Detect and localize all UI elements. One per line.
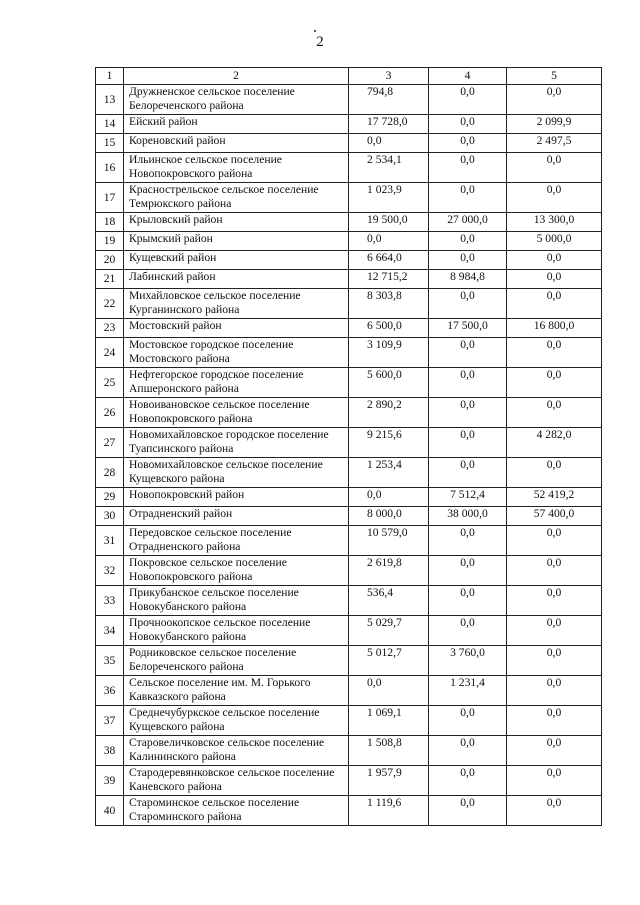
row-col-4: 0,0 — [429, 796, 507, 826]
row-number: 33 — [96, 586, 124, 616]
row-name: Новоивановское сельское поселение Новопокровского района — [124, 398, 349, 428]
row-name: Кущевский район — [124, 251, 349, 270]
row-name: Мостовское городское поселение Мостовского района — [124, 338, 349, 368]
row-number: 24 — [96, 338, 124, 368]
row-col-5: 57 400,0 — [507, 507, 602, 526]
header-col-3: 3 — [349, 68, 429, 85]
row-col-3: 10 579,0 — [349, 526, 429, 556]
row-number: 35 — [96, 646, 124, 676]
table-row — [96, 428, 602, 458]
row-number: 20 — [96, 251, 124, 270]
row-col-3: 1 119,6 — [349, 796, 429, 826]
row-name: Мостовский район — [124, 319, 349, 338]
row-col-4: 0,0 — [429, 115, 507, 134]
row-col-5: 0,0 — [507, 616, 602, 646]
row-name: Кореновский район — [124, 134, 349, 153]
row-col-3: 0,0 — [349, 232, 429, 251]
table-row — [96, 338, 602, 368]
row-name: Прочноокопское сельское поселение Новокубанского района — [124, 616, 349, 646]
row-number: 13 — [96, 85, 124, 115]
row-col-3: 12 715,2 — [349, 270, 429, 289]
row-col-3: 0,0 — [349, 488, 429, 507]
row-name: Родниковское сельское поселение Белореченского района — [124, 646, 349, 676]
row-col-5: 0,0 — [507, 796, 602, 826]
row-col-3: 1 957,9 — [349, 766, 429, 796]
row-col-3: 5 029,7 — [349, 616, 429, 646]
row-col-5: 0,0 — [507, 736, 602, 766]
row-col-3: 9 215,6 — [349, 428, 429, 458]
row-number: 14 — [96, 115, 124, 134]
row-name: Старовеличковское сельское поселение Калининского района — [124, 736, 349, 766]
page-number: 2 — [316, 34, 324, 50]
table-row — [96, 676, 602, 706]
row-col-3: 6 500,0 — [349, 319, 429, 338]
row-col-4: 8 984,8 — [429, 270, 507, 289]
row-col-3: 536,4 — [349, 586, 429, 616]
row-col-4: 0,0 — [429, 232, 507, 251]
table-row — [96, 556, 602, 586]
row-col-3: 0,0 — [349, 676, 429, 706]
row-number: 38 — [96, 736, 124, 766]
row-name: Среднечубуркское сельское поселение Кущевского района — [124, 706, 349, 736]
table-row — [96, 270, 602, 289]
row-number: 37 — [96, 706, 124, 736]
header-col-1: 1 — [96, 68, 124, 85]
row-col-3: 19 500,0 — [349, 213, 429, 232]
scan-speck — [314, 30, 316, 32]
table-row — [96, 153, 602, 183]
header-row — [96, 68, 602, 85]
table-body — [96, 85, 602, 826]
row-col-4: 0,0 — [429, 428, 507, 458]
row-name: Крымский район — [124, 232, 349, 251]
row-name: Сельское поселение им. М. Горького Кавказского района — [124, 676, 349, 706]
row-col-4: 0,0 — [429, 183, 507, 213]
row-col-3: 1 508,8 — [349, 736, 429, 766]
row-col-5: 0,0 — [507, 586, 602, 616]
row-col-4: 0,0 — [429, 368, 507, 398]
row-number: 25 — [96, 368, 124, 398]
row-col-5: 0,0 — [507, 706, 602, 736]
table-row — [96, 488, 602, 507]
row-col-4: 0,0 — [429, 134, 507, 153]
row-col-5: 0,0 — [507, 338, 602, 368]
row-col-3: 8 303,8 — [349, 289, 429, 319]
row-name: Покровское сельское поселение Новопокровского района — [124, 556, 349, 586]
table-row — [96, 586, 602, 616]
row-number: 21 — [96, 270, 124, 289]
row-col-4: 0,0 — [429, 706, 507, 736]
row-number: 26 — [96, 398, 124, 428]
row-number: 32 — [96, 556, 124, 586]
row-col-5: 0,0 — [507, 676, 602, 706]
row-col-5: 0,0 — [507, 368, 602, 398]
header-col-2: 2 — [124, 68, 349, 85]
row-number: 31 — [96, 526, 124, 556]
table-row — [96, 736, 602, 766]
row-col-4: 0,0 — [429, 398, 507, 428]
row-col-5: 0,0 — [507, 646, 602, 676]
row-col-3: 5 012,7 — [349, 646, 429, 676]
row-name: Ильинское сельское поселение Новопокровского района — [124, 153, 349, 183]
row-number: 30 — [96, 507, 124, 526]
row-name: Передовское сельское поселение Отрадненского района — [124, 526, 349, 556]
row-name: Михайловское сельское поселение Курганинского района — [124, 289, 349, 319]
table-row — [96, 85, 602, 115]
table-row — [96, 526, 602, 556]
row-col-4: 0,0 — [429, 85, 507, 115]
row-col-5: 0,0 — [507, 526, 602, 556]
row-col-4: 0,0 — [429, 458, 507, 488]
table-row — [96, 458, 602, 488]
row-col-4: 3 760,0 — [429, 646, 507, 676]
row-col-5: 0,0 — [507, 251, 602, 270]
row-col-3: 17 728,0 — [349, 115, 429, 134]
row-col-4: 0,0 — [429, 338, 507, 368]
header-col-5: 5 — [507, 68, 602, 85]
row-name: Лабинский район — [124, 270, 349, 289]
row-name: Прикубанское сельское поселение Новокубанского района — [124, 586, 349, 616]
row-col-4: 1 231,4 — [429, 676, 507, 706]
row-col-4: 0,0 — [429, 616, 507, 646]
row-number: 18 — [96, 213, 124, 232]
row-number: 34 — [96, 616, 124, 646]
row-col-3: 2 534,1 — [349, 153, 429, 183]
row-col-3: 1 023,9 — [349, 183, 429, 213]
row-col-3: 2 890,2 — [349, 398, 429, 428]
row-col-5: 13 300,0 — [507, 213, 602, 232]
row-col-4: 0,0 — [429, 556, 507, 586]
row-name: Нефтегорское городское поселение Апшеронского района — [124, 368, 349, 398]
row-number: 28 — [96, 458, 124, 488]
row-col-4: 0,0 — [429, 153, 507, 183]
row-name: Новопокровский район — [124, 488, 349, 507]
row-col-4: 0,0 — [429, 251, 507, 270]
header-col-4: 4 — [429, 68, 507, 85]
row-col-3: 0,0 — [349, 134, 429, 153]
table-row — [96, 398, 602, 428]
row-col-4: 0,0 — [429, 736, 507, 766]
table-row — [96, 766, 602, 796]
row-name: Отрадненский район — [124, 507, 349, 526]
row-col-4: 0,0 — [429, 289, 507, 319]
row-col-5: 16 800,0 — [507, 319, 602, 338]
row-col-4: 7 512,4 — [429, 488, 507, 507]
row-col-5: 0,0 — [507, 766, 602, 796]
table-row — [96, 319, 602, 338]
row-col-4: 0,0 — [429, 526, 507, 556]
row-number: 22 — [96, 289, 124, 319]
row-name: Краснострельское сельское поселение Темрюкского района — [124, 183, 349, 213]
table-row — [96, 289, 602, 319]
row-col-5: 5 000,0 — [507, 232, 602, 251]
table-row — [96, 232, 602, 251]
row-col-4: 0,0 — [429, 766, 507, 796]
row-name: Стародеревянковское сельское поселение Каневского района — [124, 766, 349, 796]
budget-table — [95, 67, 602, 826]
row-number: 17 — [96, 183, 124, 213]
row-col-3: 5 600,0 — [349, 368, 429, 398]
row-col-4: 27 000,0 — [429, 213, 507, 232]
table-row — [96, 183, 602, 213]
row-col-5: 0,0 — [507, 270, 602, 289]
row-number: 19 — [96, 232, 124, 251]
row-number: 40 — [96, 796, 124, 826]
table-row — [96, 251, 602, 270]
row-col-3: 1 253,4 — [349, 458, 429, 488]
row-name: Новомихайловское сельское поселение Кущевского района — [124, 458, 349, 488]
row-col-5: 0,0 — [507, 458, 602, 488]
table-row — [96, 213, 602, 232]
table-row — [96, 368, 602, 398]
row-col-5: 0,0 — [507, 183, 602, 213]
row-number: 39 — [96, 766, 124, 796]
row-col-5: 0,0 — [507, 153, 602, 183]
table-row — [96, 507, 602, 526]
row-col-5: 2 497,5 — [507, 134, 602, 153]
row-name: Ейский район — [124, 115, 349, 134]
row-number: 16 — [96, 153, 124, 183]
row-name: Новомихайловское городское поселение Туапсинского района — [124, 428, 349, 458]
row-number: 36 — [96, 676, 124, 706]
table-row — [96, 616, 602, 646]
row-col-3: 3 109,9 — [349, 338, 429, 368]
table-row — [96, 646, 602, 676]
row-number: 15 — [96, 134, 124, 153]
row-col-5: 0,0 — [507, 556, 602, 586]
row-col-3: 8 000,0 — [349, 507, 429, 526]
row-col-4: 0,0 — [429, 586, 507, 616]
row-col-3: 2 619,8 — [349, 556, 429, 586]
row-col-5: 4 282,0 — [507, 428, 602, 458]
row-col-3: 1 069,1 — [349, 706, 429, 736]
table-row — [96, 115, 602, 134]
row-col-5: 52 419,2 — [507, 488, 602, 507]
row-name: Дружненское сельское поселение Белореченского района — [124, 85, 349, 115]
row-name: Староминское сельское поселение Староминского района — [124, 796, 349, 826]
row-col-4: 17 500,0 — [429, 319, 507, 338]
table-row — [96, 706, 602, 736]
row-col-3: 6 664,0 — [349, 251, 429, 270]
row-number: 29 — [96, 488, 124, 507]
table-row — [96, 796, 602, 826]
row-number: 23 — [96, 319, 124, 338]
row-name: Крыловский район — [124, 213, 349, 232]
row-col-5: 2 099,9 — [507, 115, 602, 134]
row-col-4: 38 000,0 — [429, 507, 507, 526]
row-col-5: 0,0 — [507, 85, 602, 115]
row-col-5: 0,0 — [507, 398, 602, 428]
row-number: 27 — [96, 428, 124, 458]
row-col-5: 0,0 — [507, 289, 602, 319]
table-row — [96, 134, 602, 153]
row-col-3: 794,8 — [349, 85, 429, 115]
